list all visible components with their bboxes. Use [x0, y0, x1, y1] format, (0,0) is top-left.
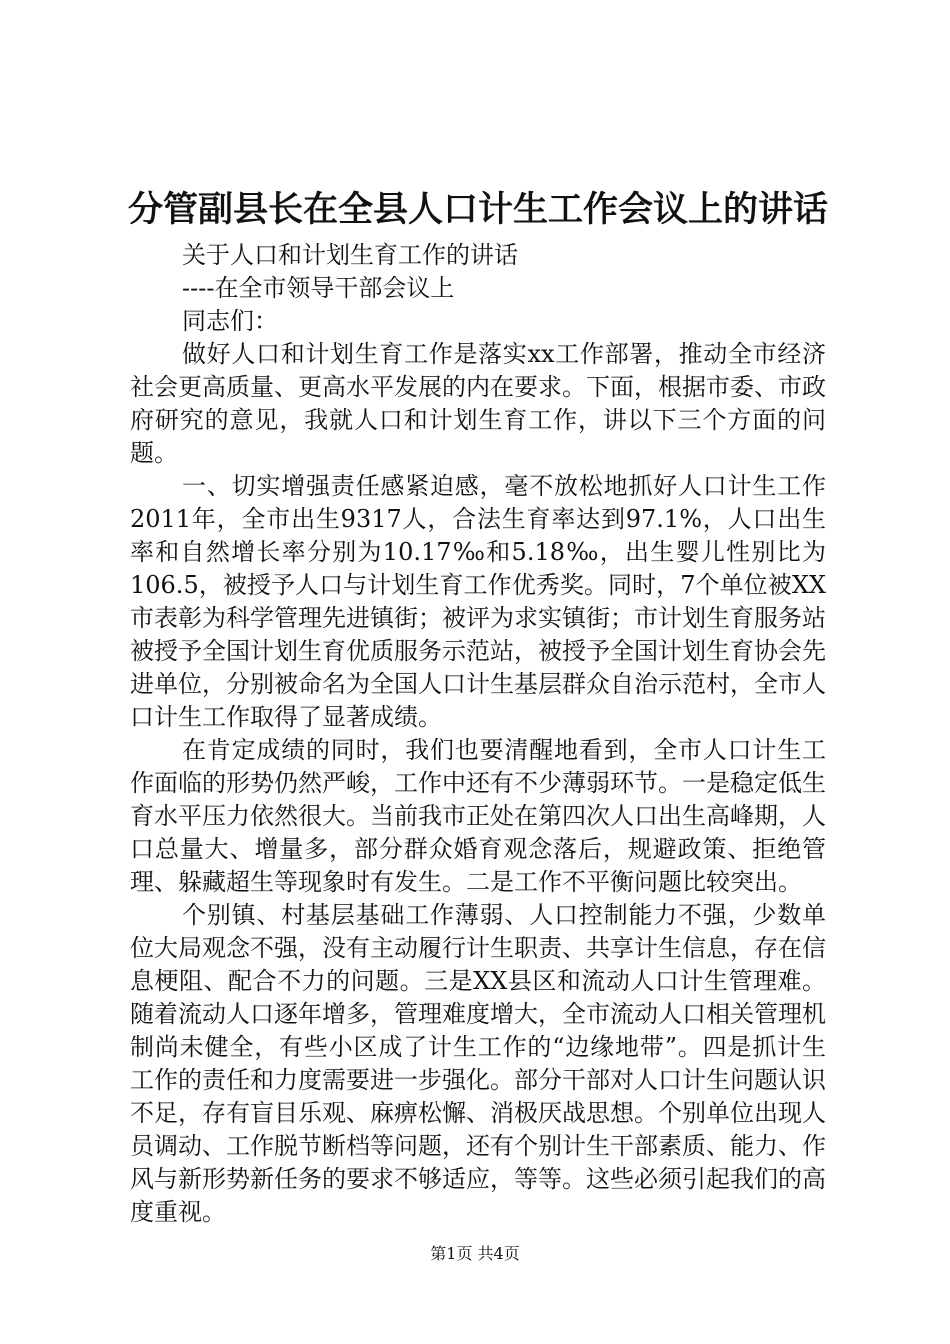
- paragraph-problems: 个别镇、村基层基础工作薄弱、人口控制能力不强，少数单位大局观念不强，没有主动履行计生职责、共享计生信息，存在信息梗阻、配合不力的问题。三是XX县区和流动人口计生管理难。随着流动人口逐年增多，管理难度增大，全市流动人口相关管理机制尚未健全，有些小区成了计生工作的“边缘地带”。四是抓计生工作的责任和力度需要进一步强化。部分干部对人口计生问题认识不足，存有盲目乐观、麻痹松懈、消极厌战思想。个别单位出现人员调动、工作脱节断档等问题，还有个别计生干部素质、能力、作风与新形势新任务的要求不够适应，等等。这些必须引起我们的高度重视。: [130, 901, 826, 1226]
- paragraph-challenges: 在肯定成绩的同时，我们也要清醒地看到，全市人口计生工作面临的形势仍然严峻，工作中还有不少薄弱环节。一是稳定低生育水平压力依然很大。当前我市正处在第四次人口出生高峰期，人口总量大、增量多，部分群众婚育观念落后，规避政策、拒绝管理、躲藏超生等现象时有发生。二是工作不平衡问题比较突出。: [130, 736, 826, 896]
- page-number-footer: 第1页 共4页: [430, 1244, 520, 1263]
- subtitle-line-2: ----在全市领导干部会议上: [182, 274, 455, 302]
- document-title: 分管副县长在全县人口计生工作会议上的讲话: [128, 190, 829, 230]
- paragraph-section-one: 一、切实增强责任感紧迫感，毫不放松地抓好人口计生工作2011年，全市出生9317人，合法生育率达到97.1%，人口出生率和自然增长率分别为10.17‰和5.18‰，出生婴儿性别比为106.5，被授予人口与计划生育工作优秀奖。同时，7个单位被XX市表彰为科学管理先进镇街；被评为求实镇街；市计划生育服务站被授予全国计划生育优质服务示范站，被授予全国计划生育协会先进单位，分别被命名为全国人口计生基层群众自治示范村，全市人口计生工作取得了显著成绩。: [130, 472, 826, 731]
- salutation: 同志们：: [182, 307, 278, 335]
- document-body: [130, 206, 826, 1229]
- paragraph-intro: 做好人口和计划生育工作是落实xx工作部署，推动全市经济社会更高质量、更高水平发展的内在要求。下面，根据市委、市政府研究的意见，我就人口和计划生育工作，讲以下三个方面的问题。: [130, 340, 826, 467]
- subtitle-line-1: 关于人口和计划生育工作的讲话: [182, 241, 518, 269]
